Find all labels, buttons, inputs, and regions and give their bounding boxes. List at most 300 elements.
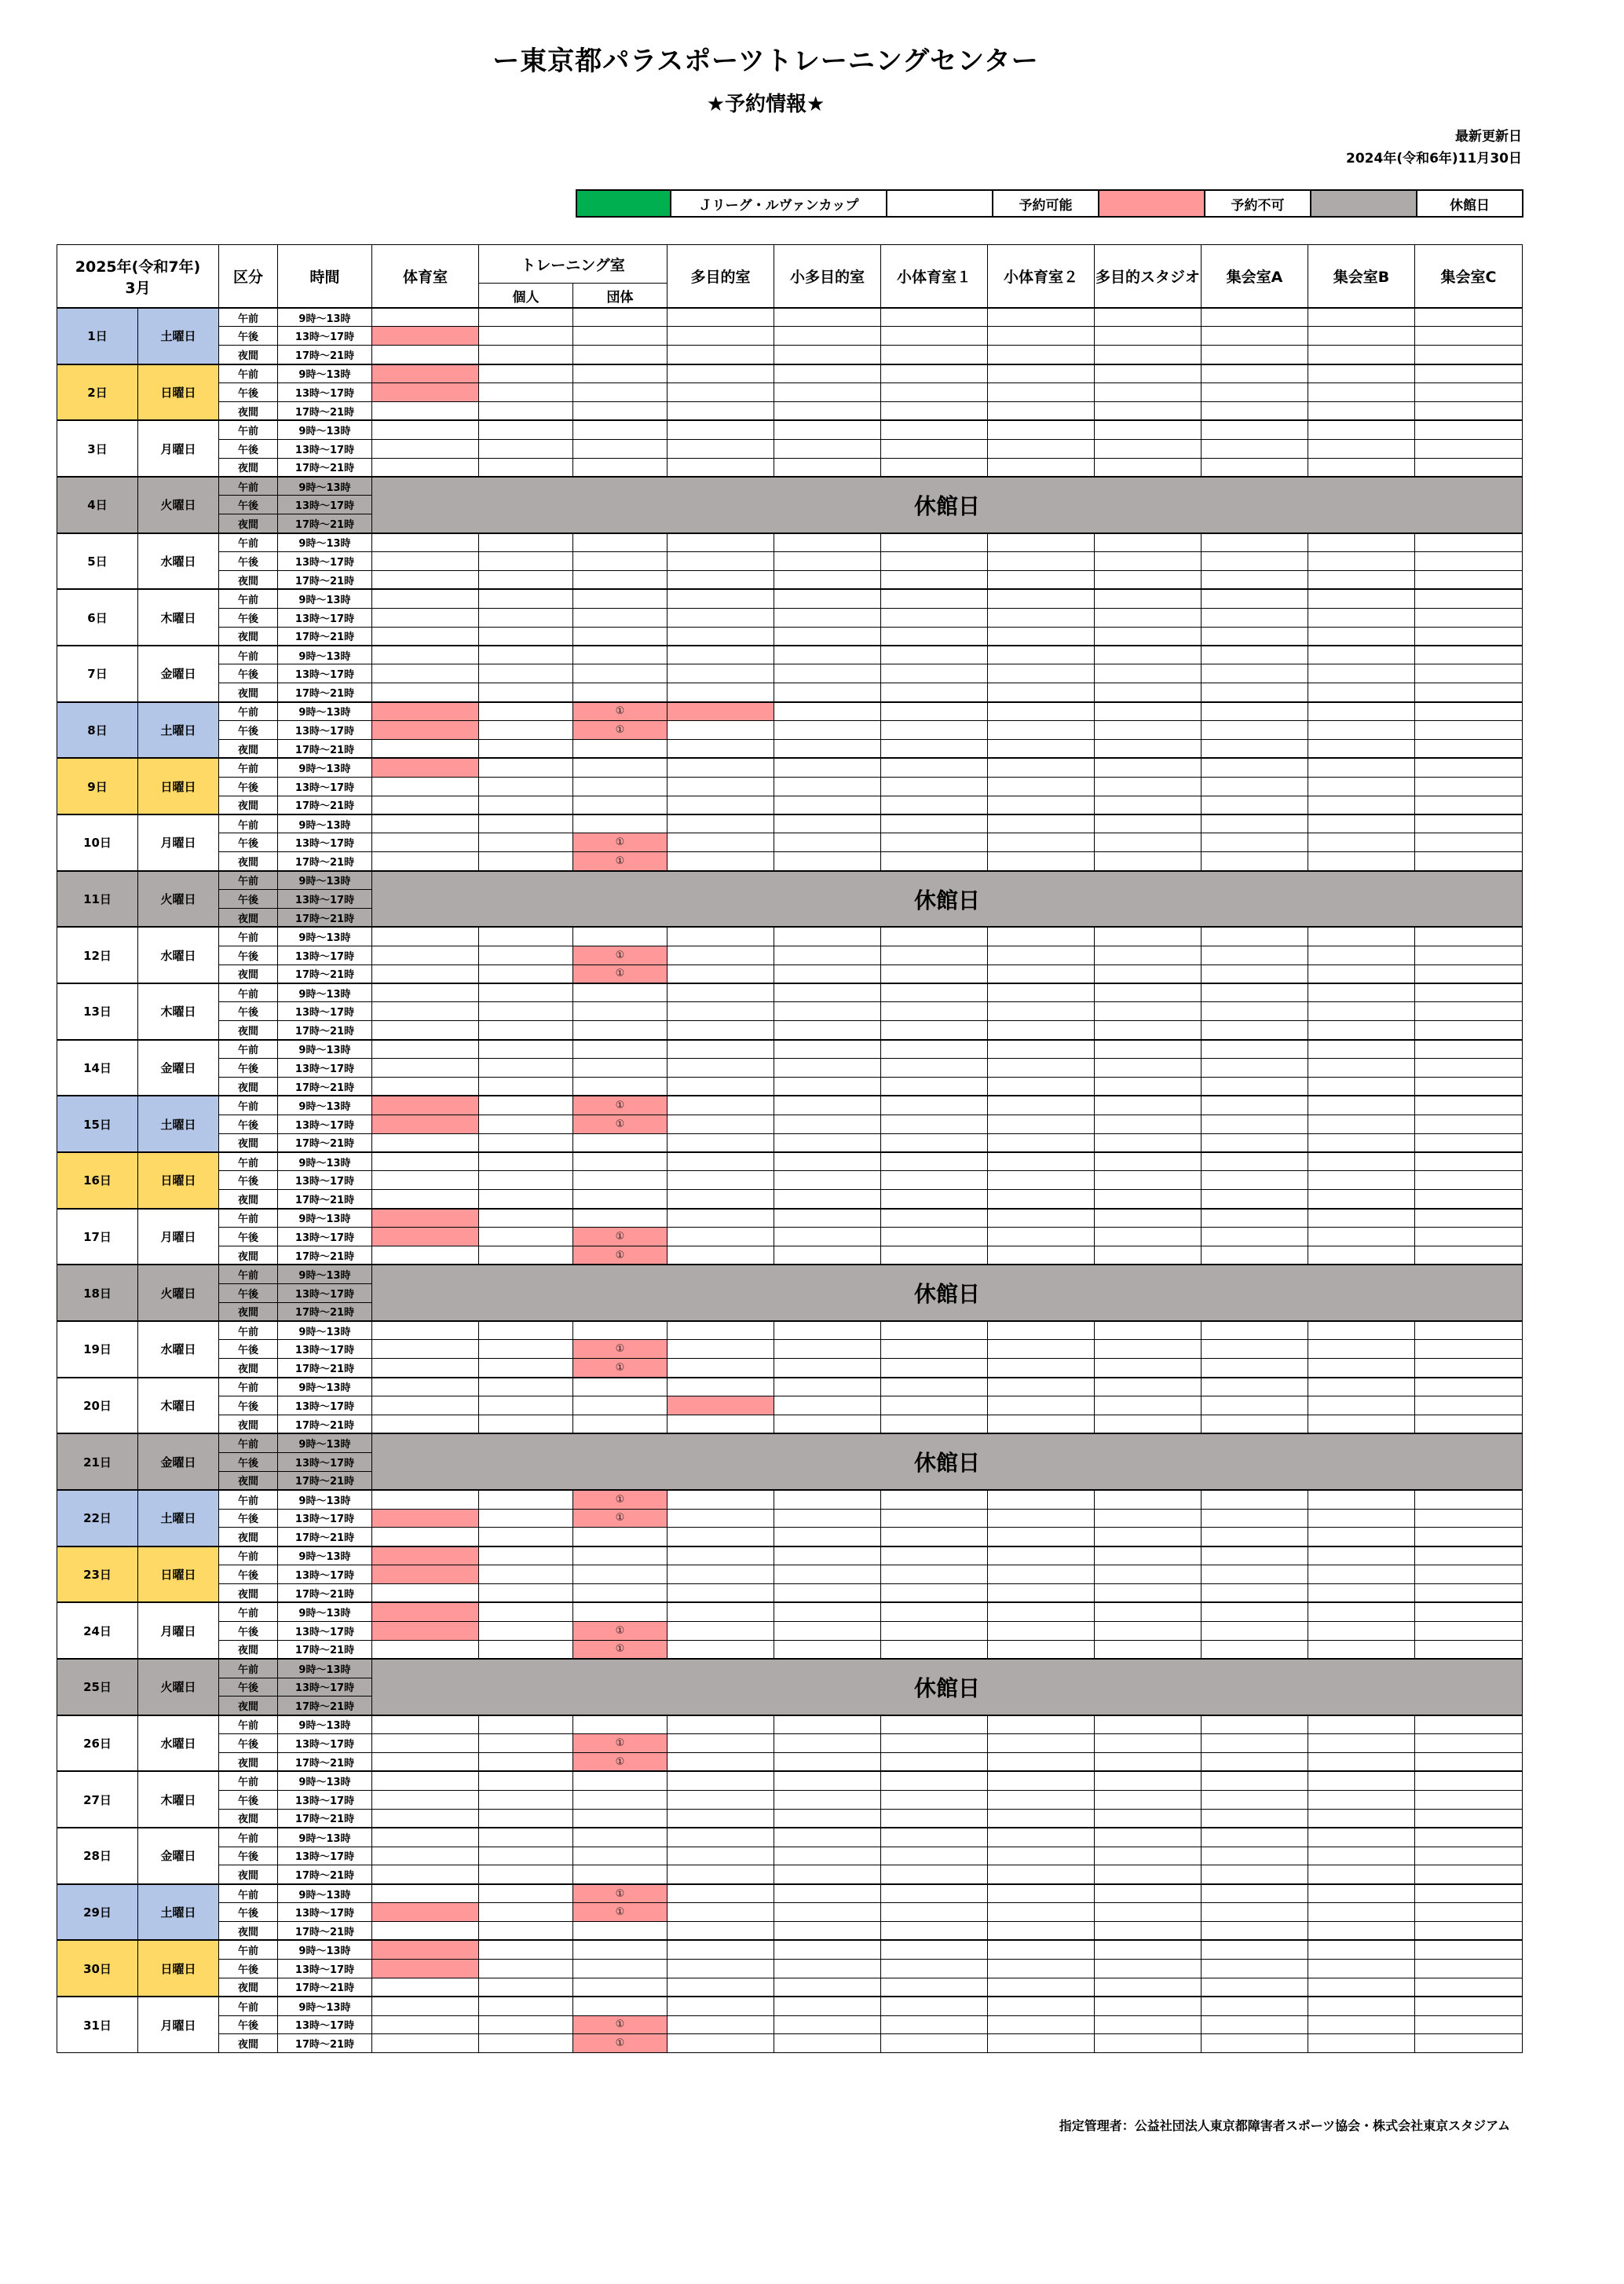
slot-shukai-a[interactable] bbox=[1202, 814, 1308, 833]
slot-sho-taiiku-1[interactable] bbox=[881, 383, 988, 402]
slot-sho-taiiku-1[interactable] bbox=[881, 1115, 988, 1133]
slot-shukai-c[interactable] bbox=[1415, 1828, 1523, 1847]
slot-shukai-b[interactable] bbox=[1308, 1340, 1415, 1359]
slot-taiiku-reserved[interactable] bbox=[372, 702, 479, 721]
slot-sho-taiiku-1[interactable] bbox=[881, 777, 988, 796]
slot-shukai-a[interactable] bbox=[1202, 683, 1308, 702]
slot-shukai-a[interactable] bbox=[1202, 1621, 1308, 1640]
slot-studio[interactable] bbox=[1095, 608, 1202, 627]
slot-kojin[interactable] bbox=[479, 1096, 573, 1115]
slot-dantai[interactable] bbox=[573, 533, 668, 552]
slot-tamokuteki[interactable] bbox=[668, 383, 774, 402]
slot-studio[interactable] bbox=[1095, 964, 1202, 983]
slot-kojin[interactable] bbox=[479, 664, 573, 683]
slot-dantai[interactable] bbox=[573, 1415, 668, 1434]
slot-shukai-b[interactable] bbox=[1308, 758, 1415, 777]
slot-tamokuteki[interactable] bbox=[668, 1509, 774, 1528]
slot-dantai-reserved[interactable]: ① bbox=[573, 2034, 668, 2053]
slot-dantai[interactable] bbox=[573, 608, 668, 627]
slot-taiiku[interactable] bbox=[372, 2015, 479, 2034]
slot-shukai-a[interactable] bbox=[1202, 646, 1308, 664]
slot-tamokuteki[interactable] bbox=[668, 1040, 774, 1059]
slot-shukai-b[interactable] bbox=[1308, 1040, 1415, 1059]
slot-sho-tamokuteki[interactable] bbox=[774, 852, 881, 871]
slot-sho-taiiku-1[interactable] bbox=[881, 1509, 988, 1528]
slot-kojin[interactable] bbox=[479, 1771, 573, 1790]
slot-taiiku[interactable] bbox=[372, 346, 479, 364]
slot-dantai[interactable] bbox=[573, 1847, 668, 1865]
slot-dantai-reserved[interactable]: ① bbox=[573, 1228, 668, 1246]
slot-dantai[interactable] bbox=[573, 739, 668, 758]
slot-sho-tamokuteki[interactable] bbox=[774, 1115, 881, 1133]
slot-taiiku[interactable] bbox=[372, 946, 479, 964]
slot-tamokuteki[interactable] bbox=[668, 1546, 774, 1565]
slot-shukai-a[interactable] bbox=[1202, 1021, 1308, 1040]
slot-studio[interactable] bbox=[1095, 2034, 1202, 2053]
slot-shukai-b[interactable] bbox=[1308, 927, 1415, 946]
slot-sho-tamokuteki[interactable] bbox=[774, 1884, 881, 1903]
slot-tamokuteki[interactable] bbox=[668, 1528, 774, 1546]
slot-sho-taiiku-1[interactable] bbox=[881, 346, 988, 364]
slot-shukai-c[interactable] bbox=[1415, 1078, 1523, 1096]
slot-dantai[interactable] bbox=[573, 420, 668, 439]
slot-sho-tamokuteki[interactable] bbox=[774, 420, 881, 439]
slot-shukai-c[interactable] bbox=[1415, 1396, 1523, 1415]
slot-taiiku[interactable] bbox=[372, 1396, 479, 1415]
slot-studio[interactable] bbox=[1095, 777, 1202, 796]
slot-kojin[interactable] bbox=[479, 570, 573, 589]
slot-shukai-b[interactable] bbox=[1308, 964, 1415, 983]
slot-taiiku[interactable] bbox=[372, 1321, 479, 1340]
slot-sho-tamokuteki[interactable] bbox=[774, 589, 881, 608]
slot-sho-tamokuteki[interactable] bbox=[774, 1246, 881, 1265]
slot-sho-taiiku-2[interactable] bbox=[988, 964, 1095, 983]
slot-shukai-a[interactable] bbox=[1202, 1959, 1308, 1978]
slot-kojin[interactable] bbox=[479, 1509, 573, 1528]
slot-tamokuteki[interactable] bbox=[668, 814, 774, 833]
slot-dantai-reserved[interactable]: ① bbox=[573, 1734, 668, 1753]
slot-studio[interactable] bbox=[1095, 1809, 1202, 1828]
slot-sho-taiiku-2[interactable] bbox=[988, 1847, 1095, 1865]
slot-sho-tamokuteki[interactable] bbox=[774, 1828, 881, 1847]
slot-sho-taiiku-1[interactable] bbox=[881, 589, 988, 608]
slot-tamokuteki[interactable] bbox=[668, 833, 774, 852]
slot-shukai-a[interactable] bbox=[1202, 758, 1308, 777]
slot-sho-taiiku-1[interactable] bbox=[881, 401, 988, 420]
slot-dantai[interactable] bbox=[573, 1002, 668, 1021]
slot-studio[interactable] bbox=[1095, 664, 1202, 683]
slot-studio[interactable] bbox=[1095, 327, 1202, 346]
slot-sho-taiiku-2[interactable] bbox=[988, 1396, 1095, 1415]
slot-kojin[interactable] bbox=[479, 1790, 573, 1809]
slot-dantai-reserved[interactable]: ① bbox=[573, 1490, 668, 1509]
slot-sho-tamokuteki[interactable] bbox=[774, 1997, 881, 2015]
slot-kojin[interactable] bbox=[479, 814, 573, 833]
slot-dantai[interactable] bbox=[573, 327, 668, 346]
slot-sho-tamokuteki[interactable] bbox=[774, 533, 881, 552]
slot-sho-taiiku-1[interactable] bbox=[881, 1002, 988, 1021]
slot-kojin[interactable] bbox=[479, 964, 573, 983]
slot-sho-taiiku-2[interactable] bbox=[988, 1715, 1095, 1734]
slot-dantai[interactable] bbox=[573, 346, 668, 364]
slot-tamokuteki[interactable] bbox=[668, 1246, 774, 1265]
slot-shukai-c[interactable] bbox=[1415, 1640, 1523, 1659]
slot-dantai-reserved[interactable]: ① bbox=[573, 2015, 668, 2034]
slot-sho-tamokuteki[interactable] bbox=[774, 1171, 881, 1190]
slot-sho-taiiku-1[interactable] bbox=[881, 833, 988, 852]
slot-shukai-a[interactable] bbox=[1202, 1828, 1308, 1847]
slot-kojin[interactable] bbox=[479, 346, 573, 364]
slot-studio[interactable] bbox=[1095, 420, 1202, 439]
slot-sho-tamokuteki[interactable] bbox=[774, 552, 881, 571]
slot-dantai-reserved[interactable]: ① bbox=[573, 1246, 668, 1265]
slot-shukai-c[interactable] bbox=[1415, 1922, 1523, 1941]
slot-dantai[interactable] bbox=[573, 1546, 668, 1565]
slot-shukai-c[interactable] bbox=[1415, 1171, 1523, 1190]
slot-sho-taiiku-1[interactable] bbox=[881, 796, 988, 814]
slot-sho-taiiku-1[interactable] bbox=[881, 1922, 988, 1941]
slot-sho-taiiku-1[interactable] bbox=[881, 1171, 988, 1190]
slot-studio[interactable] bbox=[1095, 1059, 1202, 1078]
slot-studio[interactable] bbox=[1095, 1152, 1202, 1171]
slot-tamokuteki[interactable] bbox=[668, 1771, 774, 1790]
slot-shukai-b[interactable] bbox=[1308, 777, 1415, 796]
slot-sho-taiiku-1[interactable] bbox=[881, 1546, 988, 1565]
slot-shukai-c[interactable] bbox=[1415, 814, 1523, 833]
slot-sho-taiiku-1[interactable] bbox=[881, 1602, 988, 1621]
slot-sho-tamokuteki[interactable] bbox=[774, 1059, 881, 1078]
slot-sho-tamokuteki[interactable] bbox=[774, 1396, 881, 1415]
slot-kojin[interactable] bbox=[479, 1321, 573, 1340]
slot-shukai-b[interactable] bbox=[1308, 1790, 1415, 1809]
slot-tamokuteki[interactable] bbox=[668, 1340, 774, 1359]
slot-shukai-a[interactable] bbox=[1202, 1903, 1308, 1922]
slot-shukai-b[interactable] bbox=[1308, 739, 1415, 758]
slot-sho-taiiku-2[interactable] bbox=[988, 946, 1095, 964]
slot-sho-tamokuteki[interactable] bbox=[774, 1959, 881, 1978]
slot-tamokuteki[interactable] bbox=[668, 1978, 774, 1997]
slot-shukai-c[interactable] bbox=[1415, 739, 1523, 758]
slot-taiiku[interactable] bbox=[372, 796, 479, 814]
slot-kojin[interactable] bbox=[479, 327, 573, 346]
slot-kojin[interactable] bbox=[479, 1040, 573, 1059]
slot-sho-taiiku-2[interactable] bbox=[988, 1790, 1095, 1809]
slot-studio[interactable] bbox=[1095, 1378, 1202, 1396]
slot-shukai-a[interactable] bbox=[1202, 964, 1308, 983]
slot-dantai[interactable] bbox=[573, 1078, 668, 1096]
slot-shukai-b[interactable] bbox=[1308, 946, 1415, 964]
slot-sho-taiiku-2[interactable] bbox=[988, 1640, 1095, 1659]
slot-shukai-a[interactable] bbox=[1202, 308, 1308, 327]
slot-sho-tamokuteki[interactable] bbox=[774, 627, 881, 646]
slot-sho-taiiku-1[interactable] bbox=[881, 852, 988, 871]
slot-shukai-c[interactable] bbox=[1415, 401, 1523, 420]
slot-kojin[interactable] bbox=[479, 2034, 573, 2053]
slot-sho-taiiku-2[interactable] bbox=[988, 346, 1095, 364]
slot-studio[interactable] bbox=[1095, 739, 1202, 758]
slot-shukai-a[interactable] bbox=[1202, 1528, 1308, 1546]
slot-shukai-c[interactable] bbox=[1415, 608, 1523, 627]
slot-taiiku[interactable] bbox=[372, 1340, 479, 1359]
slot-shukai-b[interactable] bbox=[1308, 1415, 1415, 1434]
slot-shukai-a[interactable] bbox=[1202, 721, 1308, 740]
slot-dantai[interactable] bbox=[573, 1809, 668, 1828]
slot-studio[interactable] bbox=[1095, 1997, 1202, 2015]
slot-studio[interactable] bbox=[1095, 702, 1202, 721]
slot-kojin[interactable] bbox=[479, 1809, 573, 1828]
slot-shukai-b[interactable] bbox=[1308, 552, 1415, 571]
slot-shukai-b[interactable] bbox=[1308, 1621, 1415, 1640]
slot-tamokuteki[interactable] bbox=[668, 1190, 774, 1209]
slot-kojin[interactable] bbox=[479, 777, 573, 796]
slot-taiiku[interactable] bbox=[372, 777, 479, 796]
slot-taiiku[interactable] bbox=[372, 1040, 479, 1059]
slot-sho-taiiku-2[interactable] bbox=[988, 1959, 1095, 1978]
slot-shukai-c[interactable] bbox=[1415, 1509, 1523, 1528]
slot-sho-taiiku-1[interactable] bbox=[881, 1152, 988, 1171]
slot-shukai-a[interactable] bbox=[1202, 1734, 1308, 1753]
slot-studio[interactable] bbox=[1095, 1602, 1202, 1621]
slot-sho-taiiku-2[interactable] bbox=[988, 1753, 1095, 1772]
slot-tamokuteki[interactable] bbox=[668, 983, 774, 1002]
slot-shukai-a[interactable] bbox=[1202, 1940, 1308, 1959]
slot-kojin[interactable] bbox=[479, 364, 573, 383]
slot-shukai-c[interactable] bbox=[1415, 1847, 1523, 1865]
slot-sho-tamokuteki[interactable] bbox=[774, 721, 881, 740]
slot-tamokuteki[interactable] bbox=[668, 1321, 774, 1340]
slot-kojin[interactable] bbox=[479, 1602, 573, 1621]
slot-studio[interactable] bbox=[1095, 946, 1202, 964]
slot-tamokuteki[interactable] bbox=[668, 2034, 774, 2053]
slot-kojin[interactable] bbox=[479, 589, 573, 608]
slot-sho-tamokuteki[interactable] bbox=[774, 1565, 881, 1584]
slot-tamokuteki[interactable] bbox=[668, 346, 774, 364]
slot-shukai-b[interactable] bbox=[1308, 1828, 1415, 1847]
slot-sho-tamokuteki[interactable] bbox=[774, 1321, 881, 1340]
slot-taiiku[interactable] bbox=[372, 401, 479, 420]
slot-kojin[interactable] bbox=[479, 1734, 573, 1753]
slot-sho-taiiku-2[interactable] bbox=[988, 1321, 1095, 1340]
slot-shukai-a[interactable] bbox=[1202, 608, 1308, 627]
slot-sho-tamokuteki[interactable] bbox=[774, 1753, 881, 1772]
slot-sho-taiiku-1[interactable] bbox=[881, 1396, 988, 1415]
slot-sho-taiiku-1[interactable] bbox=[881, 420, 988, 439]
slot-shukai-c[interactable] bbox=[1415, 1753, 1523, 1772]
slot-tamokuteki[interactable] bbox=[668, 721, 774, 740]
slot-sho-taiiku-1[interactable] bbox=[881, 1209, 988, 1228]
slot-studio[interactable] bbox=[1095, 1790, 1202, 1809]
slot-sho-taiiku-2[interactable] bbox=[988, 2015, 1095, 2034]
slot-dantai[interactable] bbox=[573, 1209, 668, 1228]
slot-studio[interactable] bbox=[1095, 1171, 1202, 1190]
slot-tamokuteki[interactable] bbox=[668, 1378, 774, 1396]
slot-shukai-b[interactable] bbox=[1308, 1246, 1415, 1265]
slot-shukai-a[interactable] bbox=[1202, 796, 1308, 814]
slot-sho-taiiku-1[interactable] bbox=[881, 1828, 988, 1847]
slot-sho-tamokuteki[interactable] bbox=[774, 1847, 881, 1865]
slot-sho-taiiku-2[interactable] bbox=[988, 646, 1095, 664]
slot-taiiku[interactable] bbox=[372, 1190, 479, 1209]
slot-sho-taiiku-2[interactable] bbox=[988, 721, 1095, 740]
slot-sho-tamokuteki[interactable] bbox=[774, 1528, 881, 1546]
slot-tamokuteki[interactable] bbox=[668, 1828, 774, 1847]
slot-taiiku[interactable] bbox=[372, 1640, 479, 1659]
slot-tamokuteki[interactable] bbox=[668, 852, 774, 871]
slot-tamokuteki[interactable] bbox=[668, 758, 774, 777]
slot-sho-taiiku-2[interactable] bbox=[988, 1621, 1095, 1640]
slot-sho-taiiku-2[interactable] bbox=[988, 1340, 1095, 1359]
slot-kojin[interactable] bbox=[479, 1546, 573, 1565]
slot-sho-taiiku-1[interactable] bbox=[881, 1753, 988, 1772]
slot-taiiku[interactable] bbox=[372, 983, 479, 1002]
slot-sho-taiiku-1[interactable] bbox=[881, 1734, 988, 1753]
slot-dantai[interactable] bbox=[573, 1528, 668, 1546]
slot-shukai-a[interactable] bbox=[1202, 1040, 1308, 1059]
slot-sho-tamokuteki[interactable] bbox=[774, 1809, 881, 1828]
slot-sho-taiiku-2[interactable] bbox=[988, 1771, 1095, 1790]
slot-shukai-b[interactable] bbox=[1308, 364, 1415, 383]
slot-taiiku[interactable] bbox=[372, 1415, 479, 1434]
slot-shukai-b[interactable] bbox=[1308, 1133, 1415, 1152]
slot-studio[interactable] bbox=[1095, 346, 1202, 364]
slot-shukai-c[interactable] bbox=[1415, 646, 1523, 664]
slot-shukai-c[interactable] bbox=[1415, 1115, 1523, 1133]
slot-sho-taiiku-1[interactable] bbox=[881, 1584, 988, 1603]
slot-shukai-a[interactable] bbox=[1202, 1228, 1308, 1246]
slot-shukai-c[interactable] bbox=[1415, 1940, 1523, 1959]
slot-dantai[interactable] bbox=[573, 1190, 668, 1209]
slot-taiiku[interactable] bbox=[372, 1246, 479, 1265]
slot-dantai[interactable] bbox=[573, 1828, 668, 1847]
slot-shukai-a[interactable] bbox=[1202, 1546, 1308, 1565]
slot-kojin[interactable] bbox=[479, 533, 573, 552]
slot-sho-taiiku-2[interactable] bbox=[988, 1884, 1095, 1903]
slot-shukai-b[interactable] bbox=[1308, 439, 1415, 458]
slot-studio[interactable] bbox=[1095, 814, 1202, 833]
slot-studio[interactable] bbox=[1095, 1940, 1202, 1959]
slot-dantai-reserved[interactable]: ① bbox=[573, 1340, 668, 1359]
slot-sho-taiiku-1[interactable] bbox=[881, 1378, 988, 1396]
slot-sho-taiiku-1[interactable] bbox=[881, 1190, 988, 1209]
slot-taiiku[interactable] bbox=[372, 964, 479, 983]
slot-sho-taiiku-1[interactable] bbox=[881, 983, 988, 1002]
slot-sho-tamokuteki[interactable] bbox=[774, 833, 881, 852]
slot-sho-taiiku-1[interactable] bbox=[881, 1040, 988, 1059]
slot-studio[interactable] bbox=[1095, 570, 1202, 589]
slot-shukai-c[interactable] bbox=[1415, 1865, 1523, 1884]
slot-studio[interactable] bbox=[1095, 1321, 1202, 1340]
slot-kojin[interactable] bbox=[479, 1152, 573, 1171]
slot-sho-tamokuteki[interactable] bbox=[774, 1640, 881, 1659]
slot-dantai[interactable] bbox=[573, 1584, 668, 1603]
slot-sho-taiiku-1[interactable] bbox=[881, 533, 988, 552]
slot-shukai-c[interactable] bbox=[1415, 1190, 1523, 1209]
slot-taiiku[interactable] bbox=[372, 458, 479, 477]
slot-dantai-reserved[interactable]: ① bbox=[573, 852, 668, 871]
slot-sho-taiiku-1[interactable] bbox=[881, 1903, 988, 1922]
slot-sho-taiiku-1[interactable] bbox=[881, 646, 988, 664]
slot-studio[interactable] bbox=[1095, 627, 1202, 646]
slot-shukai-b[interactable] bbox=[1308, 1884, 1415, 1903]
slot-shukai-a[interactable] bbox=[1202, 777, 1308, 796]
slot-taiiku-reserved[interactable] bbox=[372, 327, 479, 346]
slot-sho-taiiku-1[interactable] bbox=[881, 1621, 988, 1640]
slot-sho-tamokuteki[interactable] bbox=[774, 1771, 881, 1790]
slot-kojin[interactable] bbox=[479, 1565, 573, 1584]
slot-shukai-c[interactable] bbox=[1415, 1734, 1523, 1753]
slot-sho-taiiku-2[interactable] bbox=[988, 796, 1095, 814]
slot-tamokuteki[interactable] bbox=[668, 1096, 774, 1115]
slot-tamokuteki[interactable] bbox=[668, 1359, 774, 1378]
slot-sho-taiiku-1[interactable] bbox=[881, 664, 988, 683]
slot-dantai[interactable] bbox=[573, 1021, 668, 1040]
slot-sho-taiiku-2[interactable] bbox=[988, 1378, 1095, 1396]
slot-shukai-a[interactable] bbox=[1202, 533, 1308, 552]
slot-dantai[interactable] bbox=[573, 1396, 668, 1415]
slot-tamokuteki[interactable] bbox=[668, 946, 774, 964]
slot-sho-tamokuteki[interactable] bbox=[774, 1378, 881, 1396]
slot-studio[interactable] bbox=[1095, 1340, 1202, 1359]
slot-sho-taiiku-2[interactable] bbox=[988, 1828, 1095, 1847]
slot-sho-taiiku-1[interactable] bbox=[881, 1133, 988, 1152]
slot-shukai-b[interactable] bbox=[1308, 1152, 1415, 1171]
slot-sho-taiiku-2[interactable] bbox=[988, 458, 1095, 477]
slot-taiiku[interactable] bbox=[372, 1771, 479, 1790]
slot-shukai-c[interactable] bbox=[1415, 1528, 1523, 1546]
slot-studio[interactable] bbox=[1095, 758, 1202, 777]
slot-kojin[interactable] bbox=[479, 1209, 573, 1228]
slot-shukai-b[interactable] bbox=[1308, 1978, 1415, 1997]
slot-sho-tamokuteki[interactable] bbox=[774, 1002, 881, 1021]
slot-shukai-a[interactable] bbox=[1202, 1997, 1308, 2015]
slot-sho-taiiku-1[interactable] bbox=[881, 1021, 988, 1040]
slot-sho-tamokuteki[interactable] bbox=[774, 1096, 881, 1115]
slot-shukai-b[interactable] bbox=[1308, 1321, 1415, 1340]
slot-shukai-c[interactable] bbox=[1415, 777, 1523, 796]
slot-sho-tamokuteki[interactable] bbox=[774, 2015, 881, 2034]
slot-dantai[interactable] bbox=[573, 758, 668, 777]
slot-shukai-a[interactable] bbox=[1202, 1978, 1308, 1997]
slot-tamokuteki[interactable] bbox=[668, 1640, 774, 1659]
slot-tamokuteki[interactable] bbox=[668, 964, 774, 983]
slot-studio[interactable] bbox=[1095, 1584, 1202, 1603]
slot-taiiku-reserved[interactable] bbox=[372, 1115, 479, 1133]
slot-kojin[interactable] bbox=[479, 1847, 573, 1865]
slot-kojin[interactable] bbox=[479, 627, 573, 646]
slot-sho-tamokuteki[interactable] bbox=[774, 401, 881, 420]
slot-sho-tamokuteki[interactable] bbox=[774, 1228, 881, 1246]
slot-taiiku[interactable] bbox=[372, 1133, 479, 1152]
slot-shukai-a[interactable] bbox=[1202, 1115, 1308, 1133]
slot-kojin[interactable] bbox=[479, 1228, 573, 1246]
slot-shukai-a[interactable] bbox=[1202, 327, 1308, 346]
slot-shukai-c[interactable] bbox=[1415, 1096, 1523, 1115]
slot-taiiku[interactable] bbox=[372, 1359, 479, 1378]
slot-shukai-a[interactable] bbox=[1202, 1584, 1308, 1603]
slot-shukai-a[interactable] bbox=[1202, 1171, 1308, 1190]
slot-shukai-b[interactable] bbox=[1308, 458, 1415, 477]
slot-sho-taiiku-1[interactable] bbox=[881, 927, 988, 946]
slot-sho-taiiku-2[interactable] bbox=[988, 570, 1095, 589]
slot-shukai-b[interactable] bbox=[1308, 2015, 1415, 2034]
slot-shukai-b[interactable] bbox=[1308, 664, 1415, 683]
slot-tamokuteki[interactable] bbox=[668, 1903, 774, 1922]
slot-dantai[interactable] bbox=[573, 1133, 668, 1152]
slot-kojin[interactable] bbox=[479, 646, 573, 664]
slot-sho-tamokuteki[interactable] bbox=[774, 1584, 881, 1603]
slot-sho-taiiku-1[interactable] bbox=[881, 1490, 988, 1509]
slot-shukai-a[interactable] bbox=[1202, 1359, 1308, 1378]
